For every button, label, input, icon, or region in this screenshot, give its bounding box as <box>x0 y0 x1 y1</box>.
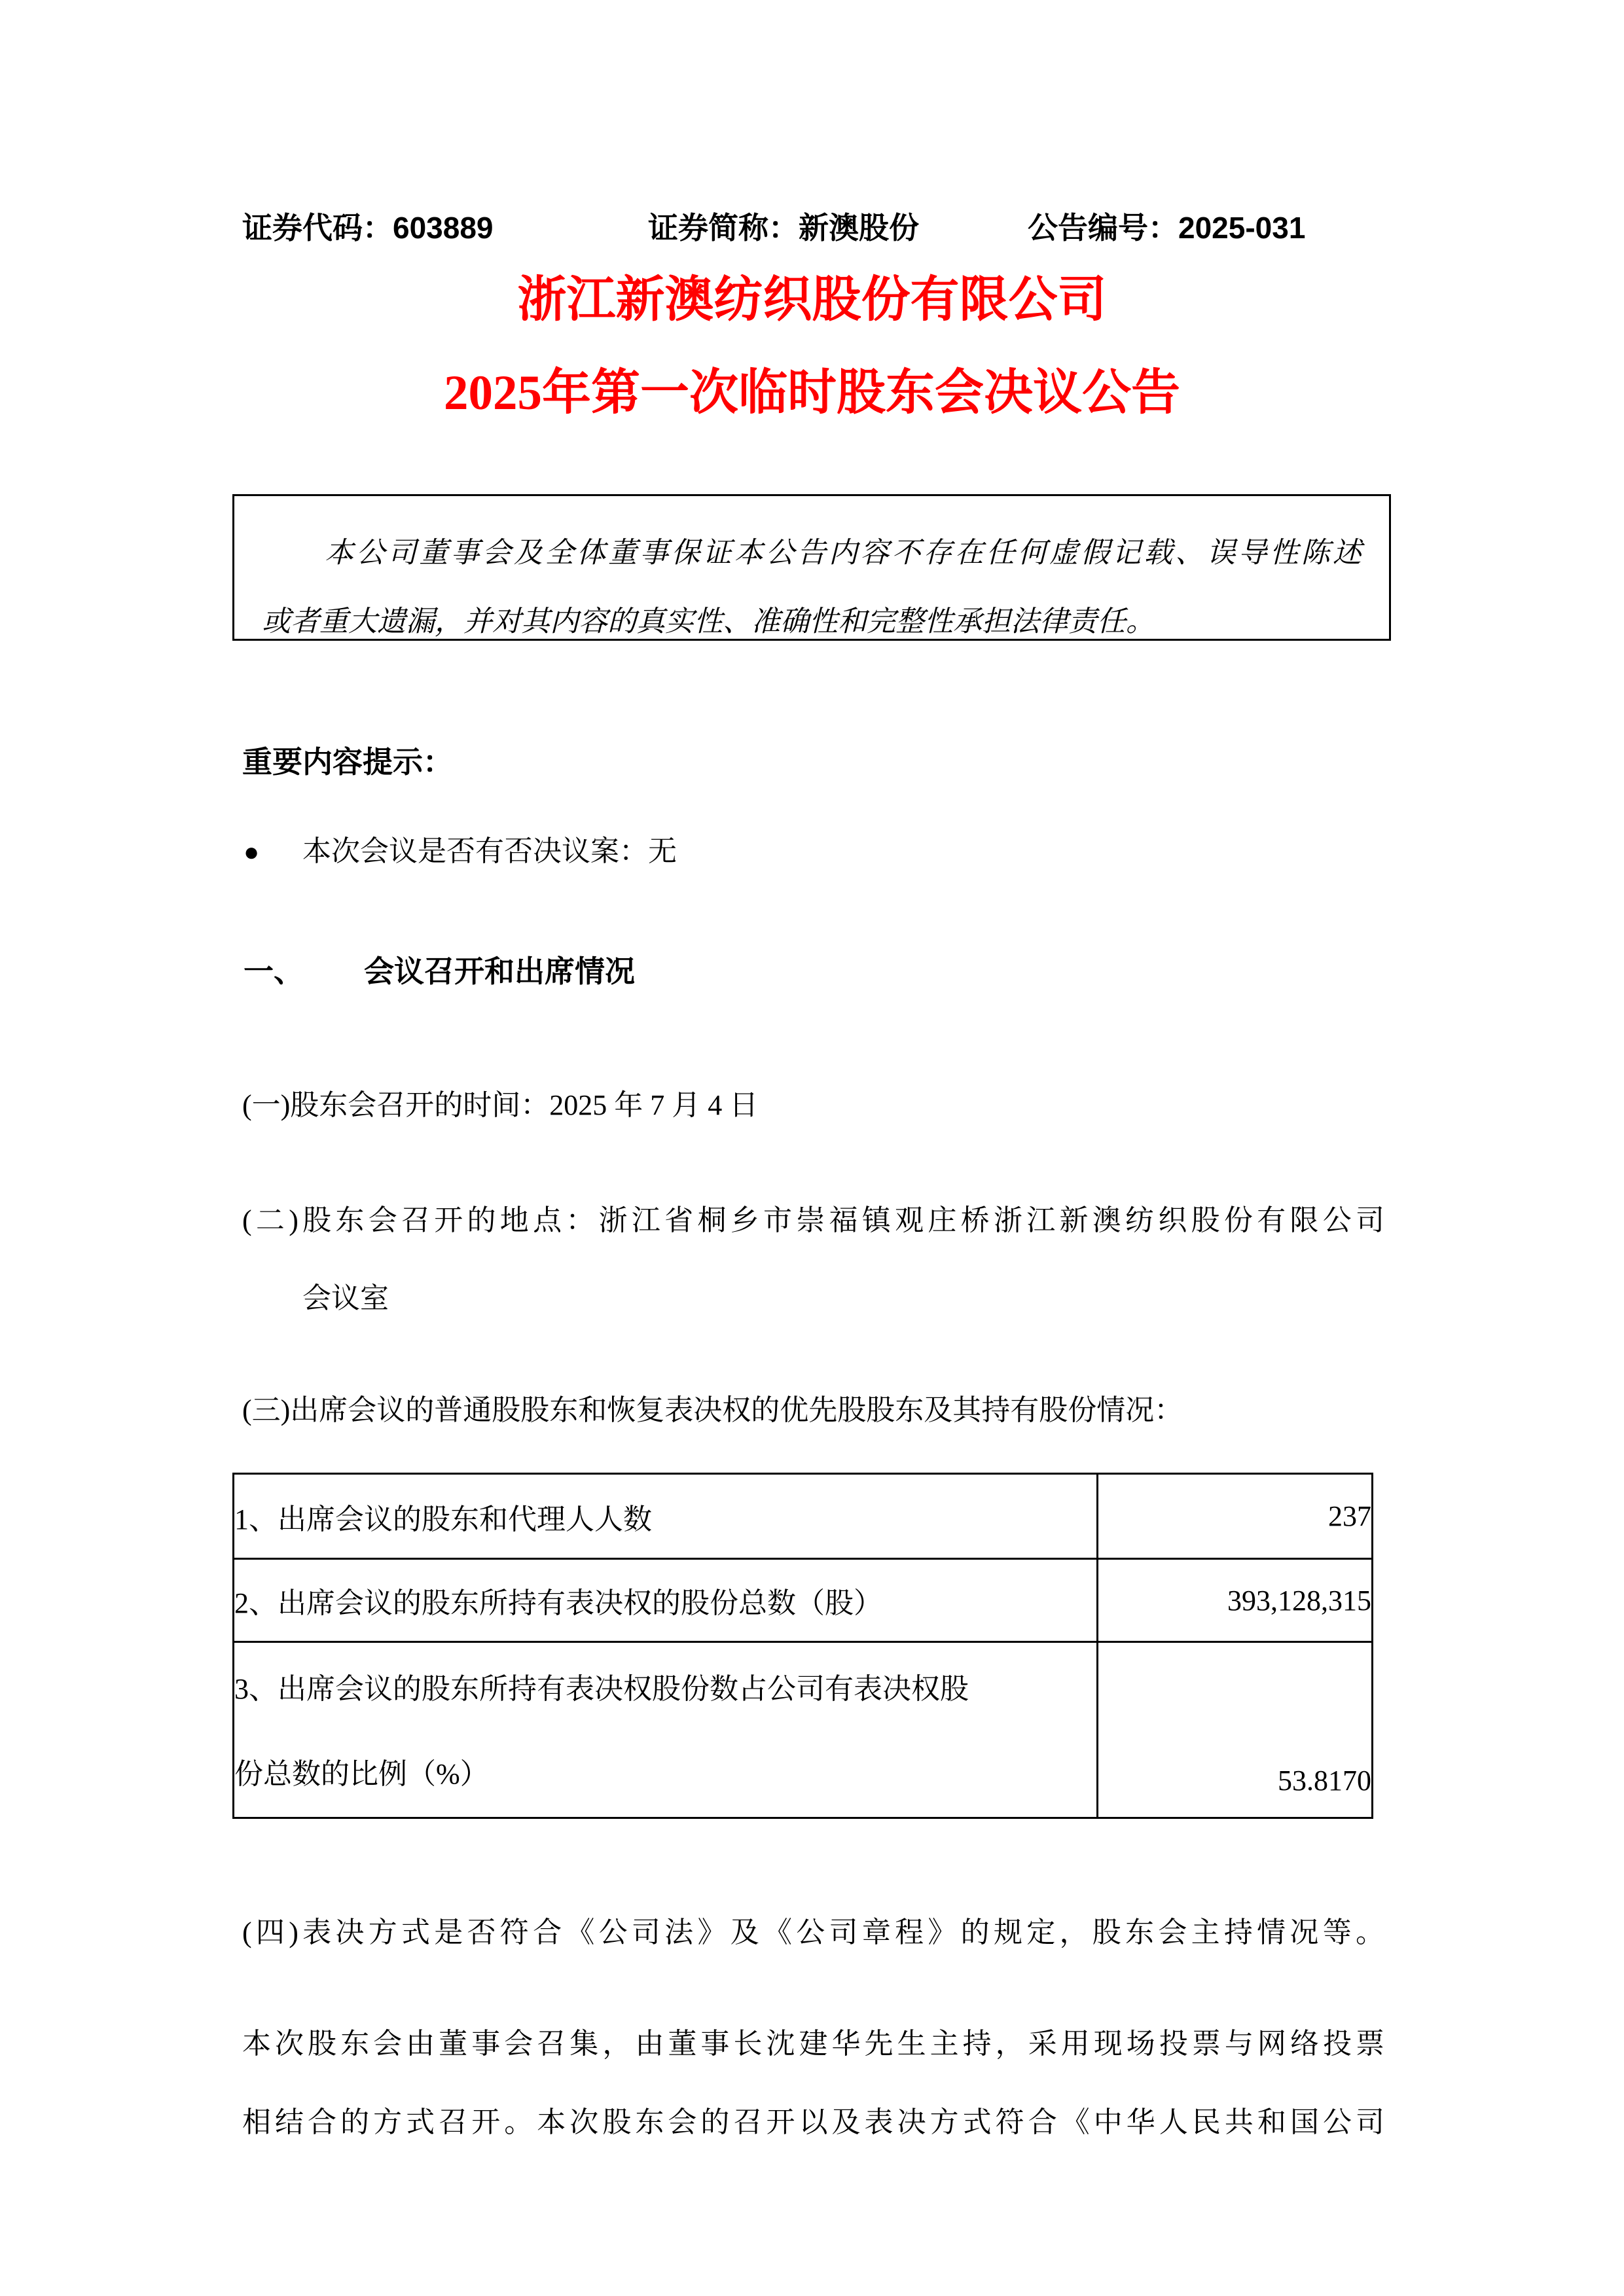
table-row <box>234 1559 1373 1642</box>
item-4-voting-method: (四)表决方式是否符合《公司法》及《公司章程》的规定，股东会主持情况等。 <box>242 1916 1384 1948</box>
bullet-text: 本次会议是否有否决议案：无 <box>302 835 677 867</box>
section-1-heading: 会议召开和出席情况 <box>364 954 635 988</box>
row-label-line-1: 3、出席会议的股东所持有表决权股份数占公司有表决权股 <box>234 1673 969 1705</box>
row-value: 53.8170 <box>1098 1642 1373 1818</box>
item-2-meeting-place-cont: 会议室 <box>302 1282 389 1314</box>
announcement-number-label: 公告编号：2025-031 <box>1028 211 1306 245</box>
section-1-number: 一、 <box>244 954 304 988</box>
row-label: 1、出席会议的股东和代理人人数 <box>234 1474 1098 1559</box>
row-label: 2、出席会议的股东所持有表决权的股份总数（股） <box>234 1559 1098 1642</box>
row-value: 393,128,315 <box>1098 1559 1373 1642</box>
row-label-line-2: 份总数的比例（%） <box>234 1758 489 1790</box>
disclaimer-line-1: 本公司董事会及全体董事保证本公告内容不存在任何虚假记载、误导性陈述 <box>325 537 1362 569</box>
important-notice-heading: 重要内容提示： <box>242 745 453 779</box>
paragraph-line-2: 相结合的方式召开。本次股东会的召开以及表决方式符合《中华人民共和国公司 <box>242 2106 1384 2138</box>
item-2-meeting-place: (二)股东会召开的地点：浙江省桐乡市崇福镇观庄桥浙江新澳纺织股份有限公司 <box>242 1204 1384 1236</box>
stock-code-label: 证券代码：603889 <box>242 211 494 245</box>
bullet-marker-icon: ● <box>244 837 260 867</box>
item-3-attendance-intro: (三)出席会议的普通股股东和恢复表决权的优先股股东及其持有股份情况： <box>242 1394 1183 1426</box>
row-label <box>234 1642 1098 1818</box>
row-value: 237 <box>1098 1474 1373 1559</box>
disclaimer-box <box>232 494 1391 641</box>
stock-abbr-label: 证券简称：新澳股份 <box>648 211 919 245</box>
attendance-table <box>232 1473 1373 1819</box>
disclaimer-line-2: 或者重大遗漏，并对其内容的真实性、准确性和完整性承担法律责任。 <box>262 605 1155 637</box>
paragraph-line-1: 本次股东会由董事会召集，由董事长沈建华先生主持，采用现场投票与网络投票 <box>242 2028 1384 2060</box>
table-row <box>234 1474 1373 1559</box>
announcement-title: 2025年第一次临时股东会决议公告 <box>443 366 1180 420</box>
company-title: 浙江新澳纺织股份有限公司 <box>517 273 1107 327</box>
item-1-meeting-time: (一)股东会召开的时间：2025 年 7 月 4 日 <box>242 1089 759 1121</box>
table-row <box>234 1642 1373 1818</box>
